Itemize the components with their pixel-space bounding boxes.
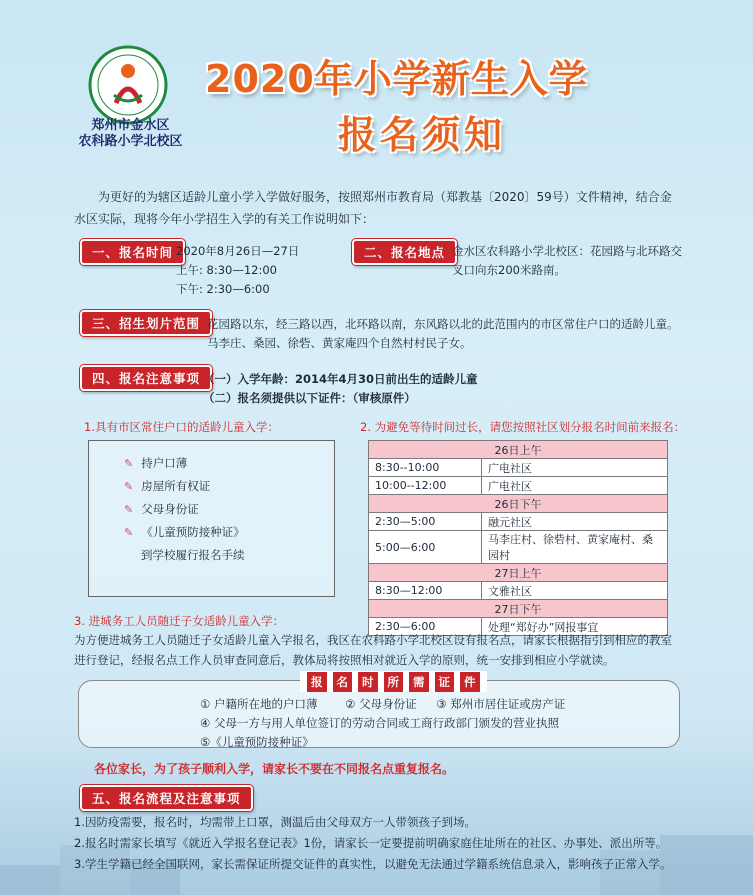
section-tag-notes: 四、报名注意事项	[80, 365, 212, 391]
schedule-time: 8:30--10:00	[369, 459, 482, 477]
list-item: ✎ 持户口薄	[124, 456, 188, 470]
schedule-header-row	[369, 600, 668, 618]
schedule-community: 融元社区	[482, 513, 668, 531]
schedule-time: 5:00—6:00	[369, 531, 482, 564]
school-name-line1: 郑州市金水区	[91, 118, 170, 133]
zone-description	[207, 315, 697, 353]
schedule-community: 处理“郑好办”网报事宜	[482, 618, 668, 636]
intro-paragraph: 为更好的为辖区适龄儿童小学入学做好服务，按照郑州市教育局（郑教基〔2020〕59号）文件精神，结合金水区实际，现将今年小学招生入学的有关工作说明如下：	[74, 190, 672, 226]
page-subtitle: 报名须知	[338, 113, 507, 157]
list-item: ✎ 《儿童预防接种证》	[124, 525, 245, 539]
process-list	[74, 812, 694, 875]
school-name-line2: 农科路小学北校区	[78, 134, 183, 149]
location-line2: 叉口向东200米路南。	[452, 263, 566, 277]
zone-line1: 花园路以东，经三路以西，北环路以南，东风路以北的此范围内的市区常住户口的适龄儿童。	[207, 317, 679, 331]
schedule-day-header: 27日下午	[369, 600, 668, 618]
schedule-header-row	[369, 441, 668, 459]
list-item: 3.学生学籍已经全国联网，家长需保证所提交证件的真实性，以避免无法通过学籍系统信息录入，影响孩子正常入学。	[74, 857, 672, 871]
notes-items	[203, 370, 478, 408]
zone-line2: 马李庄、桑园、徐砦、黄家庵四个自然村村民子女。	[207, 336, 472, 350]
table-row	[369, 477, 668, 495]
list-item: ✎ 房屋所有权证	[124, 479, 211, 493]
schedule-time: 10:00--12:00	[369, 477, 482, 495]
list-item: 2.报名时需家长填写《就近入学报名登记表》1份，请家长一定要提前明确家庭住址所在的社区、办事处、派出所等。	[74, 836, 668, 850]
school-name	[68, 118, 193, 150]
table-row	[369, 582, 668, 600]
registration-location	[452, 242, 712, 280]
list-item: 1.因防疫需要，报名时，均需带上口罩，测温后由父母双方一人带领孩子到场。	[74, 815, 476, 829]
time-date: 2020年8月26日—27日	[176, 244, 300, 258]
requirements-title: 报 名 时 所 需 证 件	[300, 671, 487, 692]
pen-icon: ✎	[124, 457, 134, 470]
table-row	[369, 513, 668, 531]
schedule-heading: 2. 为避免等待时间过长，请您按照社区划分报名时间前来报名：	[360, 420, 686, 434]
local-hukou-heading: 1.具有市区常住户口的适龄儿童入学：	[84, 420, 279, 434]
school-logo	[88, 45, 168, 125]
notes-age: （一）入学年龄：2014年4月30日前出生的适龄儿童	[203, 372, 478, 386]
req-item-4: ④ 父母一方与用人单位签订的劳动合同或工商行政部门颁发的营业执照	[200, 716, 559, 730]
schedule-header-row	[369, 495, 668, 513]
migrant-text: 为方便进城务工人员随迁子女适龄儿童入学报名，我区在农科路小学北校区设有报名点，请家长根据指引到相应的教室进行登记，经报名点工作人员审查同意后，教体局将按照相对就近入学的原则，统一安排到相应小学就读。	[74, 633, 672, 667]
req-item-5: ⑤《儿童预防接种证》	[200, 735, 314, 749]
section-tag-time: 一、报名时间	[80, 239, 185, 265]
req-item-3: ③ 郑州市居住证或房产证	[436, 697, 566, 711]
schedule-time: 2:30—5:00	[369, 513, 482, 531]
section-tag-zone: 三、招生划片范围	[80, 310, 212, 336]
page-title: 2020年小学新生入学	[205, 57, 588, 101]
pen-icon: ✎	[124, 526, 134, 539]
schedule-community: 广电社区	[482, 477, 668, 495]
requirements-list	[200, 695, 565, 752]
section-tag-process: 五、报名流程及注意事项	[80, 785, 253, 811]
notes-documents: （二）报名须提供以下证件：（审核原件）	[203, 391, 416, 405]
table-row	[369, 531, 668, 564]
pen-icon: ✎	[124, 480, 134, 493]
parent-notice: 各位家长，为了孩子顺利入学，请家长不要在不同报名点重复报名。	[94, 762, 455, 776]
local-docs-list	[124, 452, 245, 567]
time-afternoon: 下午: 2:30—6:00	[176, 282, 270, 296]
pen-icon: ✎	[124, 503, 134, 516]
location-line1: 金水区农科路小学北校区：花园路与北环路交	[452, 244, 682, 258]
schedule-community: 文雅社区	[482, 582, 668, 600]
schedule-day-header: 26日下午	[369, 495, 668, 513]
migrant-heading: 3. 进城务工人员随迁子女适龄儿童入学：	[74, 614, 285, 628]
local-docs-footer: 到学校履行报名手续	[141, 548, 245, 562]
section-tag-location: 二、报名地点	[352, 239, 457, 265]
schedule-table	[368, 440, 668, 636]
schedule-header-row	[369, 564, 668, 582]
table-row	[369, 459, 668, 477]
time-morning: 上午: 8:30—12:00	[176, 263, 277, 277]
schedule-time: 2:30—6:00	[369, 618, 482, 636]
schedule-community: 马李庄村、徐砦村、黄家庵村、桑园村	[482, 531, 668, 564]
schedule-day-header: 27日上午	[369, 564, 668, 582]
req-item-2: ② 父母身份证	[345, 697, 417, 711]
schedule-time: 8:30—12:00	[369, 582, 482, 600]
req-item-1: ① 户籍所在地的户口薄	[200, 697, 318, 711]
schedule-community: 广电社区	[482, 459, 668, 477]
registration-time	[176, 242, 299, 299]
list-item: ✎ 父母身份证	[124, 502, 199, 516]
schedule-day-header: 26日上午	[369, 441, 668, 459]
